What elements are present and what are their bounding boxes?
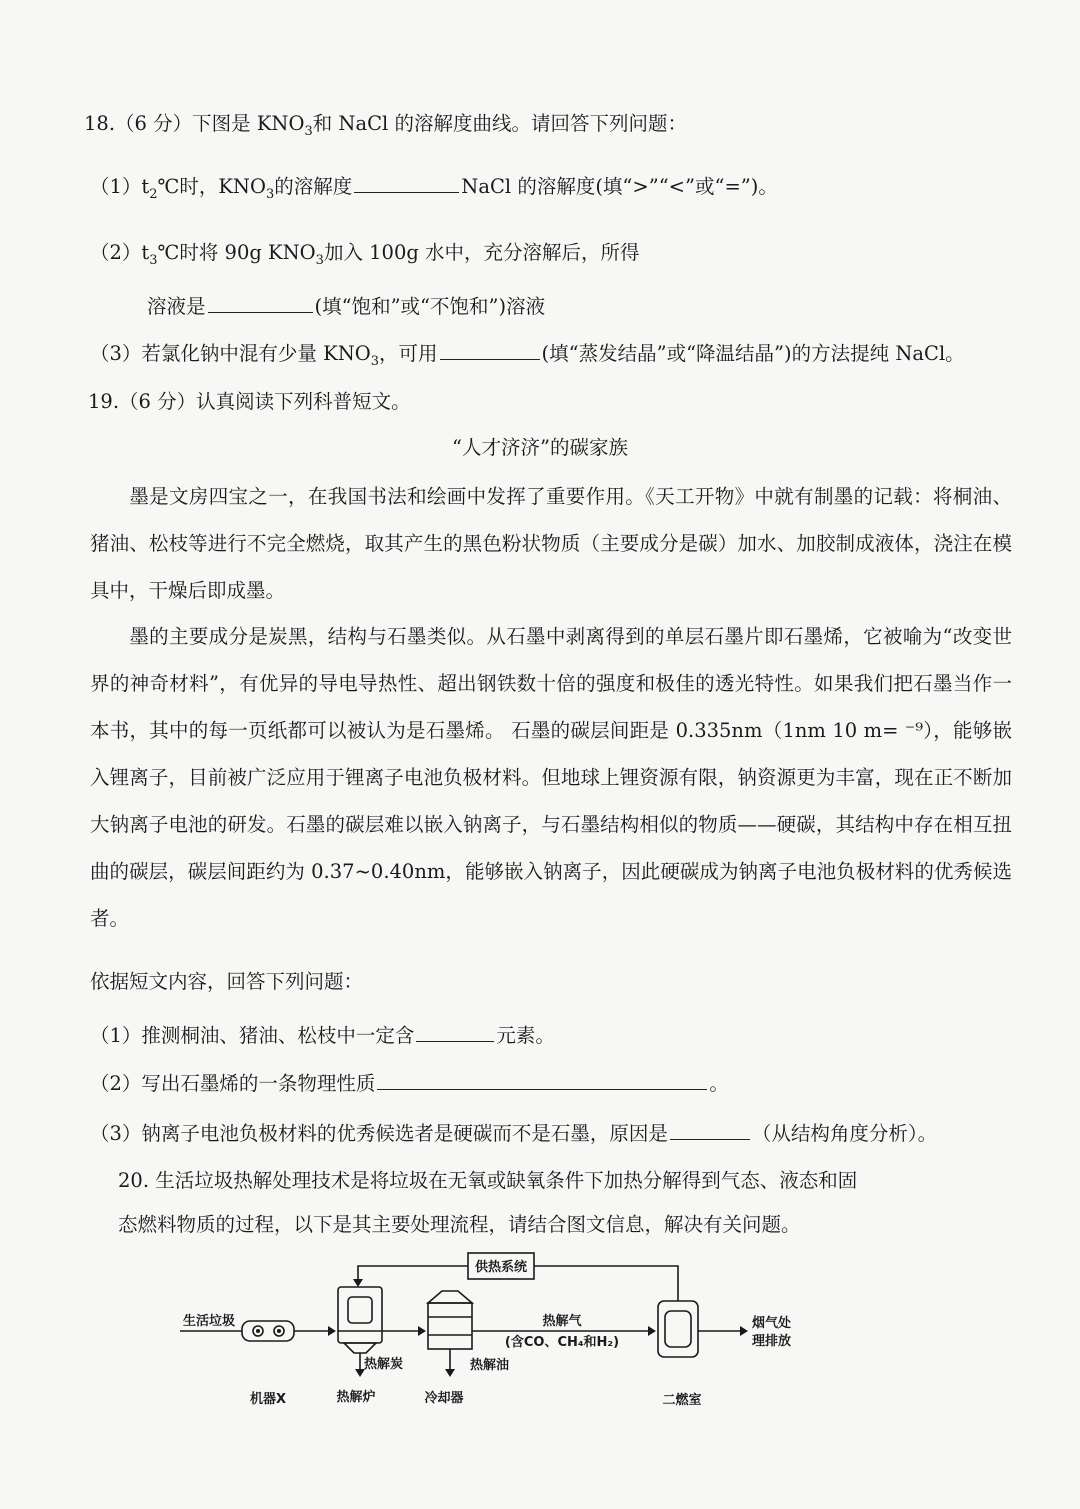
q20-line2: 态燃料物质的过程，以下是其主要处理流程，请结合图文信息，解决有关问题。 xyxy=(118,1213,801,1236)
heat-pipe-right xyxy=(534,1266,678,1301)
gas-detail: (含CO、CH₄和H₂) xyxy=(504,1335,620,1350)
text: (填“饱和”或“不饱和”)溶液 xyxy=(314,295,546,318)
text: 。 xyxy=(709,1072,729,1095)
arrow-head xyxy=(445,1369,455,1377)
q18-header xyxy=(84,110,687,138)
text: 加入 100g 水中，充分溶解后，所得 xyxy=(323,241,640,264)
fluegas-label-1: 烟气处 xyxy=(752,1316,792,1331)
reading-prompt: 依据短文内容，回答下列问题： xyxy=(90,970,364,993)
answer-blank[interactable] xyxy=(416,1021,494,1042)
temp-symbol: t xyxy=(141,241,150,264)
header-text: 下图是 KNO xyxy=(192,112,305,135)
part-label: （2） xyxy=(90,241,142,264)
arrow-head xyxy=(418,1326,426,1336)
answer-blank[interactable] xyxy=(440,339,540,360)
subscript: 3 xyxy=(149,252,158,268)
article-title: “人才济济”的碳家族 xyxy=(452,436,628,459)
roller-center xyxy=(256,1329,260,1333)
text: （从结构角度分析）。 xyxy=(751,1122,938,1145)
part-label: （3） xyxy=(90,342,142,365)
process-flow-diagram xyxy=(170,1245,830,1415)
article-paragraph-1 xyxy=(90,473,1012,614)
chamber-label: 二燃室 xyxy=(662,1393,702,1408)
furnace-label: 热解炉 xyxy=(336,1390,376,1405)
q19-header: 19.（6 分）认真阅读下列科普短文。 xyxy=(88,390,411,413)
fluegas-label-2: 理排放 xyxy=(752,1334,792,1349)
text: ，可用 xyxy=(379,342,438,365)
part-label: （1） xyxy=(90,175,142,198)
arrow-head xyxy=(328,1326,336,1336)
q19-sub3 xyxy=(90,1119,937,1148)
answer-blank[interactable] xyxy=(377,1069,707,1090)
heat-pipe-left xyxy=(358,1266,468,1285)
cooler xyxy=(428,1303,472,1349)
chamber-inner xyxy=(665,1311,691,1347)
header-text: 和 NaCl 的溶解度曲线。请回答下列问题： xyxy=(312,112,687,135)
subscript: 2 xyxy=(149,186,158,202)
answer-blank[interactable] xyxy=(208,292,313,313)
answer-blank[interactable] xyxy=(670,1119,750,1140)
paragraph-text: 墨的主要成分是炭黑，结构与石墨类似。从石墨中剥离得到的单层石墨片即石墨烯，它被喻为“改变世界的神奇材料”，有优异的导电导热性、超出钢铁数十倍的强度和极佳的透光特性。如果我们把石墨当作一本书，其中的每一页纸都可以被认为是石墨烯。 石墨的碳层间距是 0.335nm（1nm 10 m= ⁻⁹），能够嵌入锂离子，目前被广泛应用于锂离子电池负极材料。但地球上锂资源有限，钠资源更为丰富，现在正不断加大钠离子电池的研发。石墨的碳层难以嵌入钠离子，与石墨结构相似的物质——硬碳，其结构中存在相互扭曲的碳层，碳层间距约为 0.37~0.40nm，能够嵌入钠离子，因此硬碳成为钠离子电池负极材料的优秀候选者。 xyxy=(90,625,1012,930)
article-paragraph-2 xyxy=(90,613,1012,942)
subscript: 3 xyxy=(315,252,324,268)
gas-label: 热解气 xyxy=(542,1314,582,1329)
text: (填“蒸发结晶”或“降温结晶”)的方法提纯 NaCl。 xyxy=(541,342,965,365)
text: 元素。 xyxy=(496,1024,555,1047)
cooler-top xyxy=(428,1291,472,1303)
char-label: 热解炭 xyxy=(364,1357,404,1372)
text: （1）推测桐油、猪油、松枝中一定含 xyxy=(90,1024,415,1047)
paragraph-text: 墨是文房四宝之一，在我国书法和绘画中发挥了重要作用。《天工开物》中就有制墨的记载：将桐油、猪油、松枝等进行不完全燃烧，取其产生的黑色粉状物质（主要成分是碳）加水、加胶制成液体，浇注在模具中，干燥后即成墨。 xyxy=(90,485,1012,602)
text: NaCl 的溶解度(填“>”“<”或“=”)。 xyxy=(461,175,778,198)
furnace-base xyxy=(344,1343,376,1353)
oil-label: 热解油 xyxy=(470,1358,510,1373)
combustion-chamber xyxy=(658,1301,698,1357)
heat-supply-label: 供热系统 xyxy=(474,1260,528,1275)
question-number: 18. xyxy=(84,112,116,135)
text: ℃时，KNO xyxy=(157,175,266,198)
q18-part2-line2 xyxy=(147,292,545,321)
text: ℃时将 90g KNO xyxy=(157,241,316,264)
text: （2）写出石墨烯的一条物理性质 xyxy=(90,1072,376,1095)
text: 的溶解度 xyxy=(274,175,353,198)
q19-sub1 xyxy=(90,1021,555,1050)
subscript: 3 xyxy=(265,186,275,202)
roller-center xyxy=(277,1329,281,1333)
arrow-head xyxy=(648,1326,656,1336)
subscript: 3 xyxy=(304,123,313,139)
answer-blank[interactable] xyxy=(354,172,459,193)
machine-label: 机器X xyxy=(249,1392,287,1407)
score: （6 分） xyxy=(115,112,193,135)
q20-line1: 20. 生活垃圾热解处理技术是将垃圾在无氧或缺氧条件下加热分解得到气态、液态和固 xyxy=(118,1169,858,1192)
temp-symbol: t xyxy=(141,175,150,198)
arrow-head xyxy=(740,1326,748,1336)
text: 溶液是 xyxy=(147,295,206,318)
q18-part1 xyxy=(90,172,778,201)
arrow-head xyxy=(353,1279,363,1287)
q19-sub2 xyxy=(90,1069,729,1098)
furnace-window xyxy=(348,1297,372,1323)
machine-x xyxy=(242,1321,294,1341)
q18-part2 xyxy=(90,239,640,267)
subscript: 3 xyxy=(370,353,380,369)
cooler-label: 冷却器 xyxy=(424,1391,464,1406)
text: （3）钠离子电池负极材料的优秀候选者是硬碳而不是石墨，原因是 xyxy=(90,1122,668,1145)
garbage-label: 生活垃圾 xyxy=(183,1314,236,1329)
text: 若氯化钠中混有少量 KNO xyxy=(141,342,371,365)
q18-part3 xyxy=(90,339,965,368)
pyrolysis-furnace xyxy=(338,1287,382,1343)
